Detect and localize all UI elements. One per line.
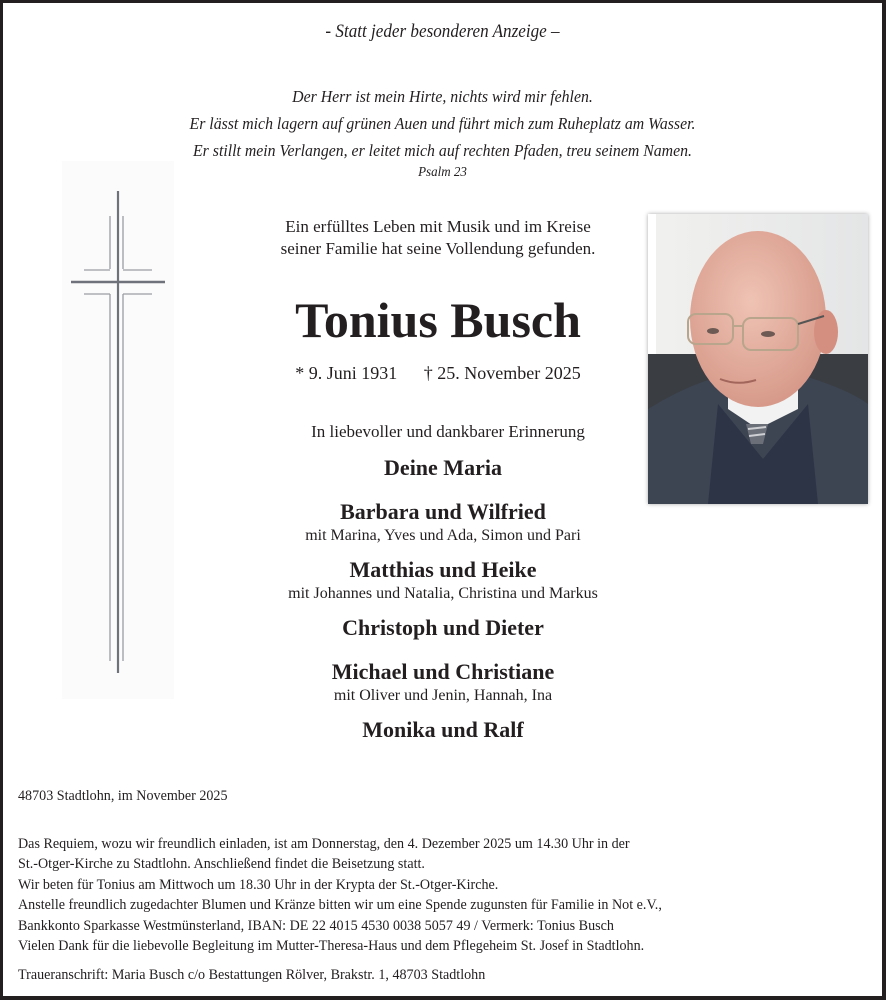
psalm-line: Er stillt mein Verlangen, er leitet mich auf rechten Pfaden, treu seinem Namen. bbox=[193, 141, 692, 160]
psalm-source: Psalm 23 bbox=[418, 165, 467, 180]
cross-icon bbox=[62, 161, 174, 699]
psalm-line: Der Herr ist mein Hirte, nichts wird mir fehlen. bbox=[292, 87, 593, 106]
family-sub: mit Marina, Yves und Ada, Simon und Pari bbox=[305, 527, 581, 544]
intro-text bbox=[203, 216, 673, 260]
obituary-notice bbox=[3, 3, 882, 996]
family-name: Deine Maria bbox=[384, 455, 502, 480]
detail-line: Bankkonto Sparkasse Westmünsterland, IBAN: DE 22 4015 4530 0038 5057 49 / Vermerk: Tonius Busch bbox=[18, 917, 614, 934]
family-name: Matthias und Heike bbox=[349, 557, 537, 582]
detail-line: Das Requiem, wozu wir freundlich einladen, ist am Donnerstag, den 4. Dezember 2025 um 14.30 Uhr in der bbox=[18, 835, 630, 852]
intro-line: Ein erfülltes Leben mit Musik und im Kreise bbox=[285, 217, 591, 236]
family-name: Monika und Ralf bbox=[362, 717, 524, 742]
family-name: Michael und Christiane bbox=[331, 659, 555, 684]
psalm-line: Er lässt mich lagern auf grünen Auen und führt mich zum Ruheplatz am Wasser. bbox=[189, 114, 696, 133]
family-sub: mit Oliver und Jenin, Hannah, Ina bbox=[333, 687, 553, 704]
headline: - Statt jeder besonderen Anzeige – bbox=[325, 21, 560, 42]
family-sub: mit Johannes und Natalia, Christina und Markus bbox=[288, 585, 598, 602]
memory-line: In liebevoller und dankbarer Erinnerung bbox=[311, 422, 585, 441]
birth-date: * 9. Juni 1931 bbox=[295, 363, 398, 383]
intro-line: seiner Familie hat seine Vollendung gefunden. bbox=[280, 239, 596, 258]
detail-line: Wir beten für Tonius am Mittwoch um 18.30 Uhr in der Krypta der St.-Otger-Kirche. bbox=[18, 876, 499, 893]
family-list bbox=[193, 454, 693, 744]
mourning-address: Traueranschrift: Maria Busch c/o Bestattungen Rölver, Brakstr. 1, 48703 Stadtlohn bbox=[18, 966, 486, 983]
detail-line: St.-Otger-Kirche zu Stadtlohn. Anschließend findet die Beisetzung statt. bbox=[18, 856, 425, 872]
family-name: Christoph und Dieter bbox=[342, 615, 544, 640]
death-date: † 25. November 2025 bbox=[423, 363, 581, 383]
detail-line: Anstelle freundlich zugedachter Blumen und Kränze bitten wir um eine Spende zugunsten für Familie in Not e.V., bbox=[18, 897, 662, 913]
detail-line: Vielen Dank für die liebevolle Begleitung im Mutter-Theresa-Haus und dem Pflegeheim St. Josef in Stadtlohn. bbox=[18, 938, 645, 954]
family-name: Barbara und Wilfried bbox=[340, 499, 546, 524]
deceased-name: Tonius Busch bbox=[295, 292, 581, 348]
footer-details bbox=[18, 786, 878, 985]
place-date: 48703 Stadtlohn, im November 2025 bbox=[18, 788, 228, 804]
life-dates bbox=[203, 363, 673, 384]
